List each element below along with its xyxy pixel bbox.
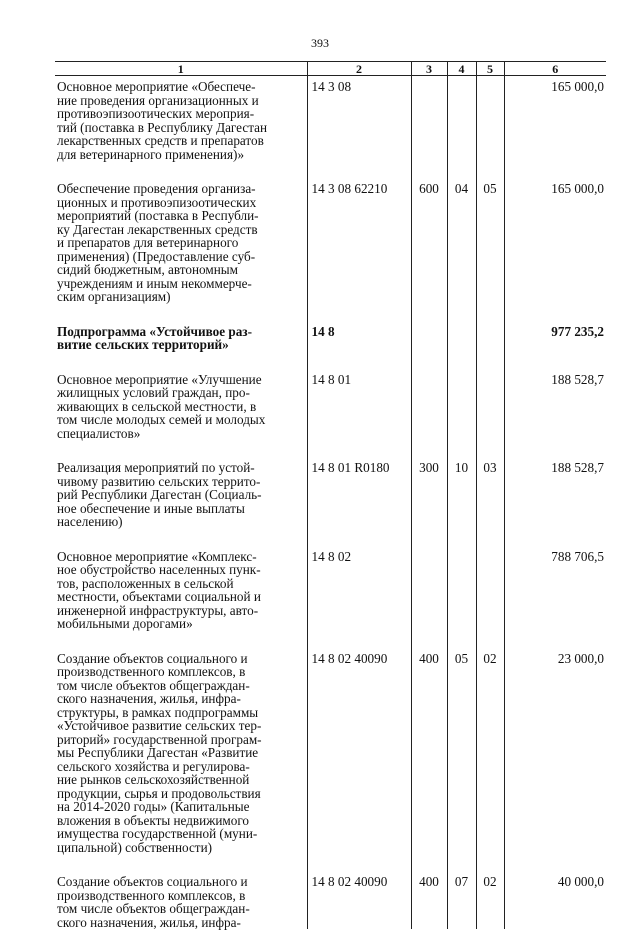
row-amount: 788 706,5 <box>504 546 606 648</box>
page-number: 393 <box>311 36 329 50</box>
row-col4: 07 <box>447 871 476 929</box>
row-col4: 10 <box>447 457 476 546</box>
row-code: 14 8 01 R0180 <box>307 457 411 546</box>
row-description: Подпрограмма «Устойчивое раз- витие сельских территорий» <box>57 323 252 352</box>
row-amount: 977 235,2 <box>504 321 606 369</box>
row-amount: 40 000,0 <box>504 871 606 929</box>
column-header-5: 5 <box>476 62 504 76</box>
table-row-subprogram <box>55 321 606 369</box>
row-amount: 23 000,0 <box>504 648 606 872</box>
row-col4 <box>447 369 476 458</box>
row-col3 <box>411 369 447 458</box>
row-description: Основное мероприятие «Улучшение жилищных условий граждан, про- живающих в сельской местности, в том числе молодых семей и молодых специалистов» <box>57 371 266 441</box>
row-col4 <box>447 76 476 179</box>
row-col3: 400 <box>411 648 447 872</box>
row-col4: 04 <box>447 178 476 321</box>
table-row <box>55 546 606 648</box>
row-col5 <box>476 369 504 458</box>
row-col5 <box>476 546 504 648</box>
row-amount: 165 000,0 <box>504 178 606 321</box>
row-code: 14 8 02 40090 <box>307 871 411 929</box>
row-col5: 02 <box>476 648 504 872</box>
row-col5 <box>476 321 504 369</box>
table-header-row <box>55 62 606 76</box>
row-code: 14 8 02 <box>307 546 411 648</box>
column-header-6: 6 <box>504 62 606 76</box>
column-header-2: 2 <box>307 62 411 76</box>
column-header-4: 4 <box>447 62 476 76</box>
column-header-1: 1 <box>55 62 307 76</box>
row-code: 14 8 01 <box>307 369 411 458</box>
row-amount: 188 528,7 <box>504 369 606 458</box>
row-col5: 03 <box>476 457 504 546</box>
table-row <box>55 648 606 872</box>
row-col3: 300 <box>411 457 447 546</box>
row-col3 <box>411 76 447 179</box>
table-row <box>55 178 606 321</box>
row-description: Обеспечение проведения организа- ционных и противоэпизоотических мероприятий (поставка в Республи- ку Дагестан лекарственных средств и препаратов для ветеринарного применения) (Предоставление суб- сидий бюджетным, автономным учреждениям и иным некоммерче- ским организациям) <box>57 181 259 304</box>
row-code: 14 8 02 40090 <box>307 648 411 872</box>
row-col5: 05 <box>476 178 504 321</box>
row-amount: 165 000,0 <box>504 76 606 179</box>
row-description: Основное мероприятие «Обеспече- ние проведения организационных и противоэпизоотических мероприя- тий (поставка в Республику Дагестан лекарственных средств и препаратов для ветеринарного применения)» <box>57 79 268 162</box>
row-col3 <box>411 546 447 648</box>
row-description: Создание объектов социального и производственного комплексов, в том числе объектов общеграждан- ского назначения, жилья, инфра- структуры, в рамках подпрограммы «Устойчивое развитие сельских тер- риторий» государственной програм- мы Республики Дагестан «Развитие сельского хозяйства и регулирова- ние рынков сельскохозяйственной продукции, сырья и продовольствия на 2014-2020 годы» (Капитальные вложения в объекты недвижимого имущества государственной (муни- ципальной) собственности) <box>57 650 262 855</box>
row-col4 <box>447 546 476 648</box>
row-amount: 188 528,7 <box>504 457 606 546</box>
row-col3: 400 <box>411 871 447 929</box>
budget-table <box>55 61 606 929</box>
row-col5 <box>476 76 504 179</box>
row-code: 14 8 <box>307 321 411 369</box>
row-col4: 05 <box>447 648 476 872</box>
row-col3 <box>411 321 447 369</box>
row-description: Создание объектов социального и производственного комплексов, в том числе объектов общеграждан- ского назначения, жилья, инфра- <box>57 874 250 930</box>
table-row <box>55 871 606 929</box>
table-row <box>55 369 606 458</box>
row-col4 <box>447 321 476 369</box>
row-description: Реализация мероприятий по устой- чивому развитию сельских террито- рий Республики Дагестан (Социаль- ное обеспечение и иные выплаты населению) <box>57 460 262 529</box>
row-col3: 600 <box>411 178 447 321</box>
column-header-3: 3 <box>411 62 447 76</box>
row-code: 14 3 08 62210 <box>307 178 411 321</box>
row-col5: 02 <box>476 871 504 929</box>
table-row <box>55 457 606 546</box>
row-description: Основное мероприятие «Комплекс- ное обустройство населенных пунк- тов, расположенных в сельской местности, объектами социальной и инженерной инфраструктуры, авто- мобильными дорогами» <box>57 548 261 631</box>
row-code: 14 3 08 <box>307 76 411 179</box>
table-row <box>55 76 606 179</box>
